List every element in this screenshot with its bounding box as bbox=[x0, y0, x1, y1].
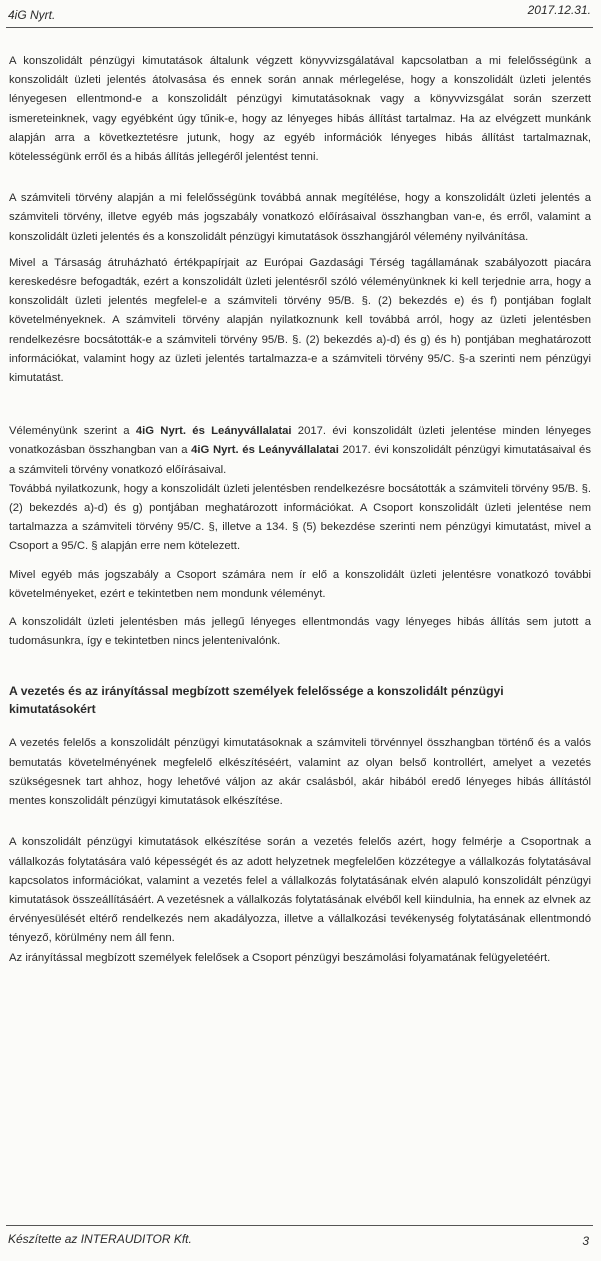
header-divider bbox=[6, 27, 593, 28]
section-heading: A vezetés és az irányítással megbízott személyek felelőssége a konszolidált pénzügyi kimutatásokért bbox=[9, 684, 504, 717]
header-date: 2017.12.31. bbox=[527, 3, 591, 17]
p4-text-c: 2017. évi konszolidált üzleti jelentése minden lényeges vonatkozásban összhangban van a bbox=[9, 425, 591, 457]
header-company: 4iG Nyrt. bbox=[8, 8, 56, 22]
page-number: 3 bbox=[582, 1234, 589, 1248]
document-body bbox=[9, 52, 591, 968]
p4-text-a: Véleményünk szerint a bbox=[9, 425, 136, 438]
paragraph-3: Mivel a Társaság átruházható értékpapírjait az Európai Gazdasági Térség tagállamának szabályozott piacára kereskedésre befogadták, ezért a konszolidált üzleti jelentésről szóló véleményünknek ki kell terjednie arra, hogy a konszolidált üzleti jelentés megfelel-e a számviteli törvény 95/B. §. (2) bekezdés e) és f) pontjában foglalt követelményeknek. A számviteli törvény alapján nyilatkoznunk kell továbbá arról, hogy az üzleti jelentésben rendelkezésre bocsátották-e a számviteli törvény 95/B. §. (2) bekezdés a)-d) és g) és h) pontjában meghatározott információkat, valamint hogy az üzleti jelentés tartalmazza-e a számviteli törvény 95/C. §-a szerinti nem pénzügyi kimutatást. bbox=[9, 256, 591, 385]
paragraph-1: A konszolidált pénzügyi kimutatások általunk végzett könyvvizsgálatával kapcsolatban a mi felelősségünk a konszolidált üzleti jelentés átolvasása és ennek során annak mérlegelése, hogy a konszolidált üzleti jelentés lényegesen ellentmond-e a konszolidált pénzügyi kimutatásoknak vagy a könyvvizsgálat során szerzett ismereteinknek, vagy egyébként úgy tűnik-e, hogy az lényeges hibás állítást tartalmaz. Ha az elvégzett munkánk alapján arra a következtetésre jutunk, hogy az egyéb információk lényeges hibás állítást tartalmaznak, kötelességünk erről és a hibás állítás jellegéről jelentést tenni. bbox=[9, 55, 591, 164]
paragraph-5: Továbbá nyilatkozunk, hogy a konszolidált üzleti jelentésben rendelkezésre bocsátották a számviteli törvény 95/B. §. (2) bekezdés a)-d) és g) pontjában meghatározott információkat. A Csoport konszolidált üzleti jelentése nem tartalmazza a számviteli törvény 95/C. §, illetve a 134. § (5) bekezdése szerinti nem pénzügyi kimutatást, mivel a Csoport a 95/C. § alapján erre nem kötelezett. bbox=[9, 482, 591, 553]
paragraph-2: A számviteli törvény alapján a mi felelősségünk továbbá annak megítélése, hogy a konszolidált üzleti jelentés a számviteli törvény, illetve egyéb más jogszabály vonatkozó előírásaival összhangban van-e, és erről, valamint a konszolidált üzleti jelentés és a konszolidált pénzügyi kimutatások összhangjáról vélemény nyilvánítása. bbox=[9, 192, 591, 243]
p4-text-e: 2017. évi konszolidált pénzügyi kimutatásaival és a számviteli törvény vonatkozó előírásaival. bbox=[9, 444, 591, 476]
footer-prepared-by: Készítette az INTERAUDITOR Kft. bbox=[8, 1232, 192, 1246]
paragraph-10: Az irányítással megbízott személyek felelősek a Csoport pénzügyi beszámolási folyamatának felügyeletéért. bbox=[9, 951, 551, 964]
paragraph-8: A vezetés felelős a konszolidált pénzügyi kimutatásoknak a számviteli törvénnyel összhangban történő és a valós bemutatás követelményének megfelelő elkészítéséért, valamint az olyan belső kontrollért, amelyet a vezetés szükségesnek tart ahhoz, hogy lehetővé váljon az akár csalásból, akár hibából eredő lényeges hibás állítástól mentes konszolidált pénzügyi kimutatások elkészítése. bbox=[9, 737, 591, 808]
p4-company-1: 4iG Nyrt. és Leányvállalatai bbox=[135, 425, 292, 438]
paragraph-7: A konszolidált üzleti jelentésben más jellegű lényeges ellentmondás vagy lényeges hibás állítás sem jutott a tudomásunkra, így e tekintetben nincs jelentenivalónk. bbox=[9, 616, 591, 648]
paragraph-6: Mivel egyéb más jogszabály a Csoport számára nem ír elő a konszolidált üzleti jelentésre vonatkozó további követelményeket, ezért e tekintetben nem mondunk véleményt. bbox=[9, 568, 591, 600]
footer-divider bbox=[6, 1225, 593, 1226]
p4-company-2: 4iG Nyrt. és Leányvállalatai bbox=[191, 444, 339, 457]
paragraph-4 bbox=[9, 422, 591, 480]
paragraph-9: A konszolidált pénzügyi kimutatások elkészítése során a vezetés felelős azért, hogy felmérje a Csoportnak a vállalkozás folytatására való képességét és az adott helyzetnek megfelelően közzétegye a vállalkozás folytatásával kapcsolatos információkat, valamint a vezetés felel a vállalkozás folytatásának elvén alapuló konszolidált pénzügyi kimutatások összeállításáért. A vezetésnek a vállalkozás folytatásának elvéből kell kiindulnia, ha ennek az elvnek az érvényesülését eltérő rendelkezés nem akadályozza, illetve a vállalkozási tevékenység folytatásának ellentmondó tényező, körülmény nem áll fenn. bbox=[9, 836, 591, 945]
